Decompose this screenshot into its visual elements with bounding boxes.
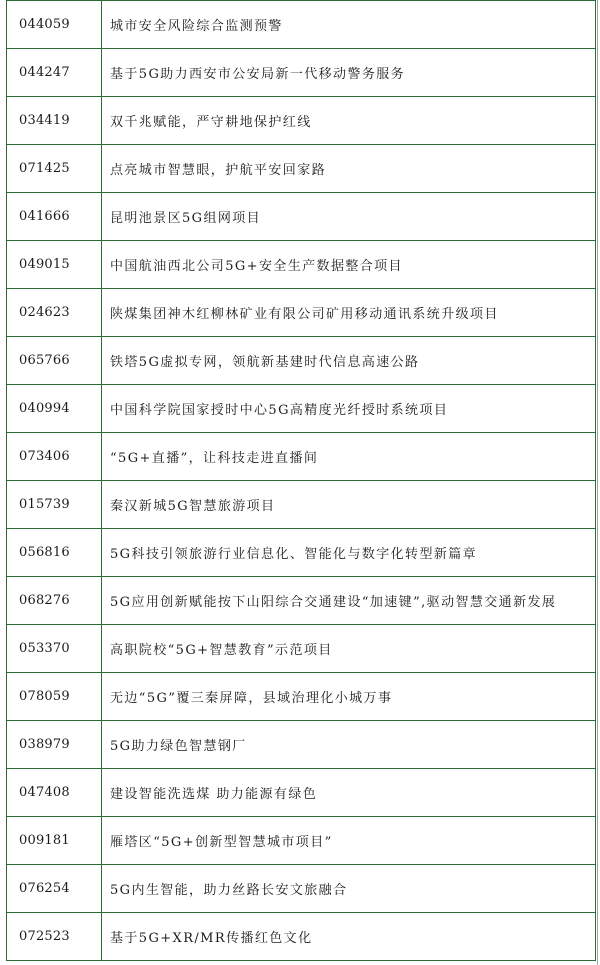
project-code: 076254 — [7, 865, 102, 913]
project-code: 009181 — [7, 817, 102, 865]
project-code: 034419 — [7, 97, 102, 145]
project-name: 5G应用创新赋能按下山阳综合交通建设“加速键”,驱动智慧交通新发展 — [102, 577, 596, 625]
table-row — [7, 241, 596, 289]
project-name: 5G科技引领旅游行业信息化、智能化与数字化转型新篇章 — [102, 529, 596, 577]
project-code: 049015 — [7, 241, 102, 289]
table-row — [7, 385, 596, 433]
table-row — [7, 577, 596, 625]
project-name: 昆明池景区5G组网项目 — [102, 193, 596, 241]
project-name: 基于5G+XR/MR传播红色文化 — [102, 913, 596, 961]
project-name: 双千兆赋能，严守耕地保护红线 — [102, 97, 596, 145]
table-row — [7, 481, 596, 529]
project-code: 065766 — [7, 337, 102, 385]
project-name: 高职院校“5G+智慧教育”示范项目 — [102, 625, 596, 673]
project-name: 无边“5G”覆三秦屏障，县域治理化小城万事 — [102, 673, 596, 721]
project-name: 秦汉新城5G智慧旅游项目 — [102, 481, 596, 529]
project-code: 044059 — [7, 1, 102, 49]
project-code: 072523 — [7, 913, 102, 961]
project-code: 041666 — [7, 193, 102, 241]
project-code: 078059 — [7, 673, 102, 721]
page-edge-divider — [597, 0, 598, 965]
project-table-body — [7, 1, 596, 961]
table-row — [7, 337, 596, 385]
project-code: 053370 — [7, 625, 102, 673]
table-row — [7, 145, 596, 193]
table-row — [7, 433, 596, 481]
table-row — [7, 625, 596, 673]
project-name: 5G助力绿色智慧钢厂 — [102, 721, 596, 769]
table-row — [7, 289, 596, 337]
table-row — [7, 529, 596, 577]
table-row — [7, 673, 596, 721]
table-row — [7, 913, 596, 961]
project-name: 基于5G助力西安市公安局新一代移动警务服务 — [102, 49, 596, 97]
project-name: 陕煤集团神木红柳林矿业有限公司矿用移动通讯系统升级项目 — [102, 289, 596, 337]
project-code: 068276 — [7, 577, 102, 625]
project-code: 047408 — [7, 769, 102, 817]
project-name: 5G内生智能，助力丝路长安文旅融合 — [102, 865, 596, 913]
project-code: 071425 — [7, 145, 102, 193]
project-name: “5G+直播”，让科技走进直播间 — [102, 433, 596, 481]
table-row — [7, 865, 596, 913]
project-name: 城市安全风险综合监测预警 — [102, 1, 596, 49]
table-row — [7, 721, 596, 769]
table-row — [7, 817, 596, 865]
project-name: 建设智能洗选煤 助力能源有绿色 — [102, 769, 596, 817]
project-name: 铁塔5G虚拟专网，领航新基建时代信息高速公路 — [102, 337, 596, 385]
table-row — [7, 97, 596, 145]
project-name: 中国航油西北公司5G+安全生产数据整合项目 — [102, 241, 596, 289]
project-code: 024623 — [7, 289, 102, 337]
table-row — [7, 193, 596, 241]
table-row — [7, 769, 596, 817]
project-code: 015739 — [7, 481, 102, 529]
project-code: 073406 — [7, 433, 102, 481]
project-table — [6, 0, 596, 961]
project-code: 056816 — [7, 529, 102, 577]
project-name: 中国科学院国家授时中心5G高精度光纤授时系统项目 — [102, 385, 596, 433]
project-name: 点亮城市智慧眼，护航平安回家路 — [102, 145, 596, 193]
project-code: 038979 — [7, 721, 102, 769]
project-name: 雁塔区“5G+创新型智慧城市项目” — [102, 817, 596, 865]
project-code: 044247 — [7, 49, 102, 97]
table-row — [7, 49, 596, 97]
table-row — [7, 1, 596, 49]
project-code: 040994 — [7, 385, 102, 433]
